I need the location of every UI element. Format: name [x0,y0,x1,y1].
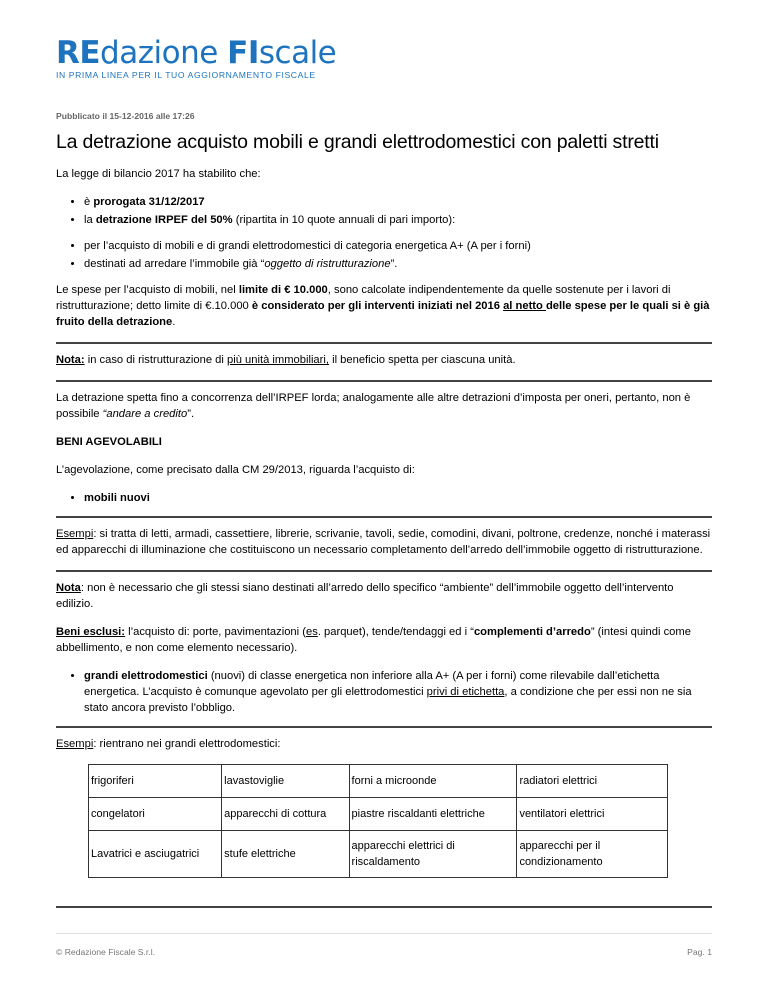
examples-furniture [56,526,712,558]
table-cell: lavastoviglie [222,765,349,798]
logo-wordmark [56,36,336,70]
p2-a: La detrazione spetta fino a concorrenza dell’IRPEF lorda; analogamente alle altre detrazioni d’imposta per oneri, pertanto, non è possibile [56,392,691,420]
b4-pre: destinati ad arredare l’immobile già “ [84,258,265,270]
credit-paragraph [56,390,712,422]
list-item [84,194,712,210]
table-cell: congelatori [89,798,222,831]
b6-a: (nuovi) di classe energetica non inferiore alla A+ (A per i forni) come rilevabile dall’etichetta energetica. L’acquisto è comunque agevolato per gli elettrodomestici [84,670,660,698]
b2-pre: la [84,214,96,226]
table-cell: apparecchi elettrici di riscaldamento [349,831,517,878]
b5: mobili nuovi [84,492,150,504]
appliances-list [56,668,712,716]
p2-c: ”. [187,408,195,420]
note-units [56,352,712,368]
site-logo[interactable] [56,36,336,80]
divider [56,906,712,908]
table-cell: piastre riscaldanti elettriche [349,798,517,831]
p1-b: limite di € 10.000 [238,284,328,296]
b6-bold: grandi elettrodomestici [84,670,208,682]
list-item [84,668,712,716]
table-row [89,765,668,798]
esclusi-c: complementi d’arredo [473,626,591,638]
excluded-label: Beni esclusi: [56,626,126,638]
examples-text: : si tratta di letti, armadi, cassettiere, librerie, scrivanie, tavoli, sedie, comodini, divani, poltrone, credenze, nonché i materassi ed apparecchi di illuminazione che costituiscono un necessario completamento dell’arredo dell’immobile oggetto di ristrutturazione. [56,528,711,556]
furniture-list [56,490,712,506]
b4-post: ”. [390,258,398,270]
divider [56,726,712,728]
article-body [56,108,712,916]
excluded-goods [56,624,712,656]
p2-b: “andare a credito [102,408,188,420]
logo-tagline: IN PRIMA LINEA PER IL TUO AGGIORNAMENTO FISCALE [56,70,316,80]
table-cell: apparecchi di cottura [222,798,349,831]
logo-scale: scale [258,35,337,71]
nota1-c: il beneficio spetta per ciascuna unità. [328,354,516,366]
conditions-list [56,238,712,272]
logo-re: RE [56,35,101,71]
p1-a: Le spese per l’acquisto di mobili, nel [56,284,239,296]
table-cell: Lavatrici e asciugatrici [89,831,222,878]
note-label: Nota: [56,354,85,366]
section-heading [56,434,712,450]
copyright: © Redazione Fiscale S.r.l. [56,947,155,957]
heading-beni: BENI AGEVOLABILI [56,436,162,448]
table-cell: apparecchi per il condizionamento [517,831,668,878]
p1-c: , sono calcolate indipendentemente da quelle sostenute per i lavori di ristrutturazione; detto limite di €.10.000 [56,284,671,312]
limit-paragraph [56,282,712,330]
list-item [84,490,712,506]
law-list [56,194,712,228]
table-cell: frigoriferi [89,765,222,798]
p1-d: è considerato per gli interventi iniziati nel 2016 [251,300,504,312]
scope-paragraph: L’agevolazione, come precisato dalla CM 29/2013, riguarda l’acquisto di: [56,464,415,476]
divider [56,342,712,344]
list-item [84,212,712,228]
published-date: Pubblicato il 15-12-2016 alle 17:26 [56,111,195,121]
divider [56,516,712,518]
b1-bold: prorogata 31/12/2017 [93,196,205,208]
esclusi-b: . parquet), tende/tendaggi ed i “ [317,626,474,638]
list-item [84,256,712,272]
p1-f: delle spese per le quali si è già fruito della detrazione [56,300,710,328]
note-environment [56,580,712,612]
list-item: • per l’acquisto di mobili e di grandi elettrodomestici di categoria energetica A+ (A per i forni) [84,238,712,254]
b2-post: (ripartita in 10 quote annuali di pari importo): [232,214,456,226]
page-number: Pag. 1 [687,947,712,957]
divider [56,380,712,382]
b1-pre: è [84,196,94,208]
article-title: La detrazione acquisto mobili e grandi elettrodomestici con paletti stretti [56,131,659,153]
intro-paragraph: La legge di bilancio 2017 ha stabilito che: [56,168,261,180]
note-label: Nota [56,582,81,594]
logo-fi: FI [227,35,259,71]
page-footer [56,933,712,957]
examples-text: : rientrano nei grandi elettrodomestici: [93,738,281,750]
nota1-a: in caso di ristrutturazione di [84,354,227,366]
logo-dazione: dazione [100,35,228,71]
nota2-text: : non è necessario che gli stessi siano destinati all’arredo dello specifico “ambiente” dell’immobile oggetto dell’intervento edilizio. [56,582,674,610]
b4-italic: oggetto di ristrutturazione [264,258,391,270]
table-cell: stufe elettriche [222,831,349,878]
p1-e: al netto [503,300,546,312]
nota1-b: più unità immobiliari, [227,354,329,366]
table-row [89,831,668,878]
table-cell: radiatori elettrici [517,765,668,798]
appliances-table [88,764,668,878]
esclusi-a: l’acquisto di: porte, pavimentazioni ( [125,626,306,638]
esclusi-d: ” (intesi quindi come abbellimento, e non come elemento necessario). [56,626,691,654]
b6-u: privi di etichetta [426,686,505,698]
b2-bold: detrazione IRPEF del 50% [95,214,233,226]
examples-label: Esempi [56,738,94,750]
divider [56,570,712,572]
examples-label: Esempi [56,528,94,540]
b6-b: , a condizione che per essi non ne sia stato ancora previsto l’obbligo. [84,686,692,714]
examples-appliances [56,736,712,752]
table-cell: forni a microonde [349,765,517,798]
esclusi-es: es [305,626,318,638]
table-row [89,798,668,831]
p1-g: . [172,316,176,328]
table-cell: ventilatori elettrici [517,798,668,831]
